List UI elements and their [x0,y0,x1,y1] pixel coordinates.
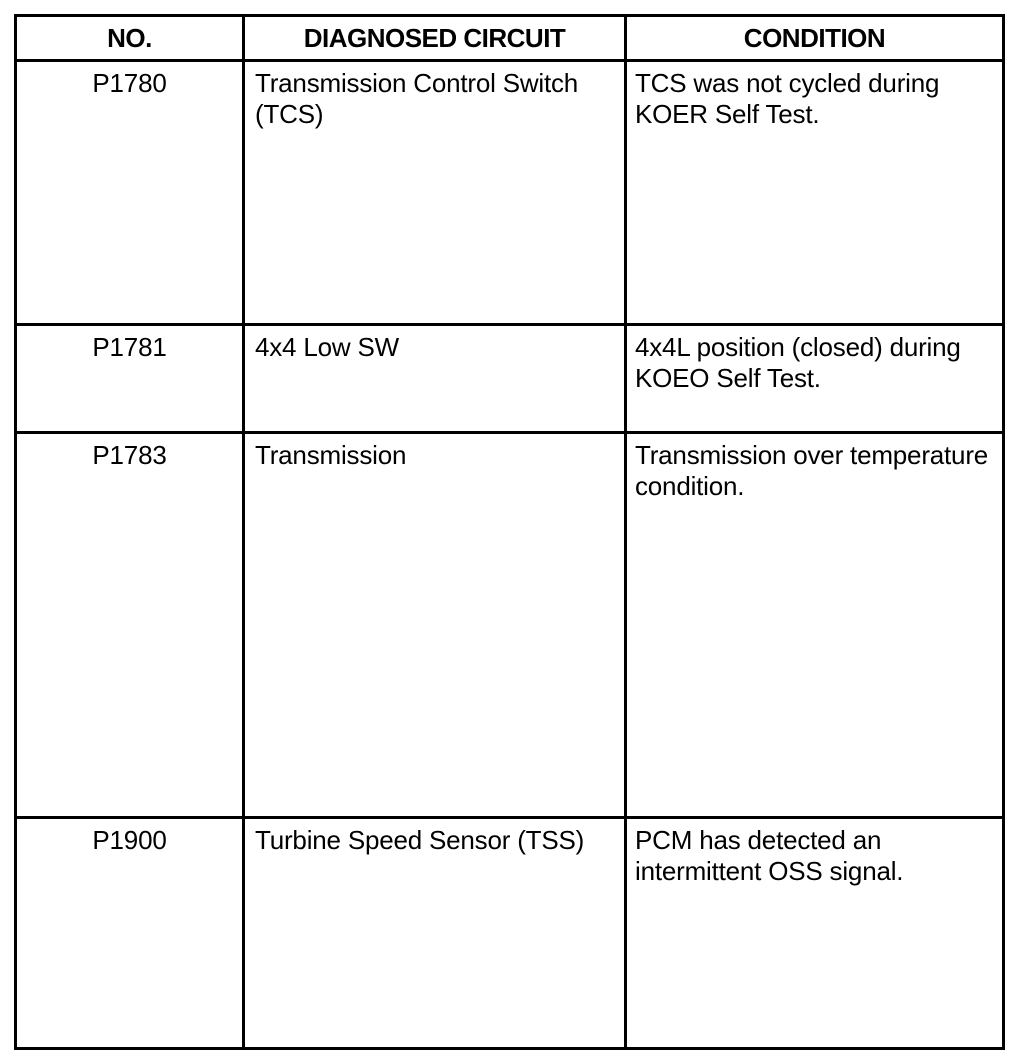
header-diagnosed-circuit: DIAGNOSED CIRCUIT [244,16,626,61]
condition-cell [626,325,1004,433]
code-cell [16,433,244,818]
condition-cell [626,433,1004,818]
table-row [16,325,1004,433]
table-row [16,433,1004,818]
condition-text: TCS was not cycled during KOER Self Test. [635,68,940,129]
header-condition: CONDITION [626,16,1004,61]
code-cell [16,325,244,433]
circuit-text: Transmission Control Switch (TCS) [255,68,579,129]
code-text: P1781 [92,332,167,362]
table-body [16,61,1004,1049]
circuit-text: 4x4 Low SW [255,332,399,362]
diagnostic-codes-table [14,14,1005,1050]
circuit-cell [244,818,626,1049]
header-row [16,16,1004,61]
circuit-cell [244,433,626,818]
condition-cell [626,818,1004,1049]
condition-text: 4x4L position (closed) during KOEO Self Test. [635,332,961,393]
circuit-cell [244,325,626,433]
code-text: P1900 [92,825,167,855]
code-text: P1783 [92,440,167,470]
circuit-text: Transmission [255,440,407,470]
code-cell [16,818,244,1049]
table-row [16,818,1004,1049]
code-cell [16,61,244,325]
condition-cell [626,61,1004,325]
condition-text: Transmission over temperature condition. [635,440,989,501]
condition-text: PCM has detected an intermittent OSS signal. [635,825,904,886]
circuit-text: Turbine Speed Sensor (TSS) [255,825,585,855]
header-no: NO. [16,16,244,61]
table-row [16,61,1004,325]
circuit-cell [244,61,626,325]
table-header [16,16,1004,61]
code-text: P1780 [92,68,167,98]
